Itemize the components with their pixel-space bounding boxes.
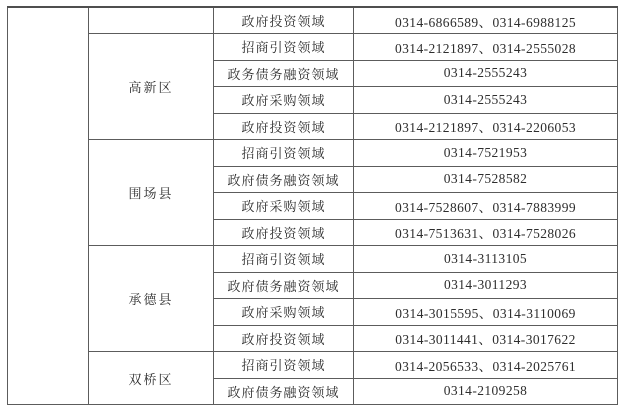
- phone-cell: 0314-3113105: [354, 246, 618, 273]
- phone-cell: 0314-2555243: [354, 87, 618, 114]
- category-cell: 招商引资领域: [214, 34, 354, 61]
- phone-cell: 0314-6866589、0314-6988125: [354, 7, 618, 34]
- phone-cell: 0314-2121897、0314-2206053: [354, 113, 618, 140]
- category-cell: 政府债务融资领域: [214, 166, 354, 193]
- phone-cell: 0314-2109258: [354, 378, 618, 405]
- category-cell: 政府投资领域: [214, 7, 354, 34]
- phone-cell: 0314-7513631、0314-7528026: [354, 219, 618, 246]
- phone-cell: 0314-3011441、0314-3017622: [354, 325, 618, 352]
- district-cell-weichangxian: 围场县: [89, 140, 214, 246]
- phone-cell: 0314-2555243: [354, 60, 618, 87]
- table-row: [8, 246, 618, 273]
- table-row: [8, 7, 618, 34]
- category-cell: 政府投资领域: [214, 325, 354, 352]
- phone-cell: 0314-3015595、0314-3110069: [354, 299, 618, 326]
- phone-cell: 0314-2056533、0314-2025761: [354, 352, 618, 379]
- category-cell: 政府采购领域: [214, 193, 354, 220]
- phone-cell: 0314-7528607、0314-7883999: [354, 193, 618, 220]
- table-row: [8, 140, 618, 167]
- category-cell: 招商引资领域: [214, 140, 354, 167]
- category-cell: 政府投资领域: [214, 113, 354, 140]
- phone-cell: 0314-2121897、0314-2555028: [354, 34, 618, 61]
- table-row: [8, 352, 618, 379]
- district-cell-previous-continued: [89, 7, 214, 34]
- category-cell: 政府采购领域: [214, 87, 354, 114]
- district-cell-shuangqiaoqu: 双桥区: [89, 352, 214, 405]
- category-cell: 政府债务融资领域: [214, 378, 354, 405]
- district-cell-gaoxinqu: 高新区: [89, 34, 214, 140]
- phone-cell: 0314-3011293: [354, 272, 618, 299]
- phone-cell: 0314-7521953: [354, 140, 618, 167]
- category-cell: 招商引资领域: [214, 246, 354, 273]
- table-row: [8, 34, 618, 61]
- phone-cell: 0314-7528582: [354, 166, 618, 193]
- left-merged-blank-cell: [8, 7, 89, 405]
- category-cell: 政务债务融资领域: [214, 60, 354, 87]
- category-cell: 政府债务融资领域: [214, 272, 354, 299]
- category-cell: 政府采购领域: [214, 299, 354, 326]
- district-cell-chengdexian: 承德县: [89, 246, 214, 352]
- category-cell: 招商引资领域: [214, 352, 354, 379]
- category-cell: 政府投资领域: [214, 219, 354, 246]
- government-contact-table: [7, 6, 618, 405]
